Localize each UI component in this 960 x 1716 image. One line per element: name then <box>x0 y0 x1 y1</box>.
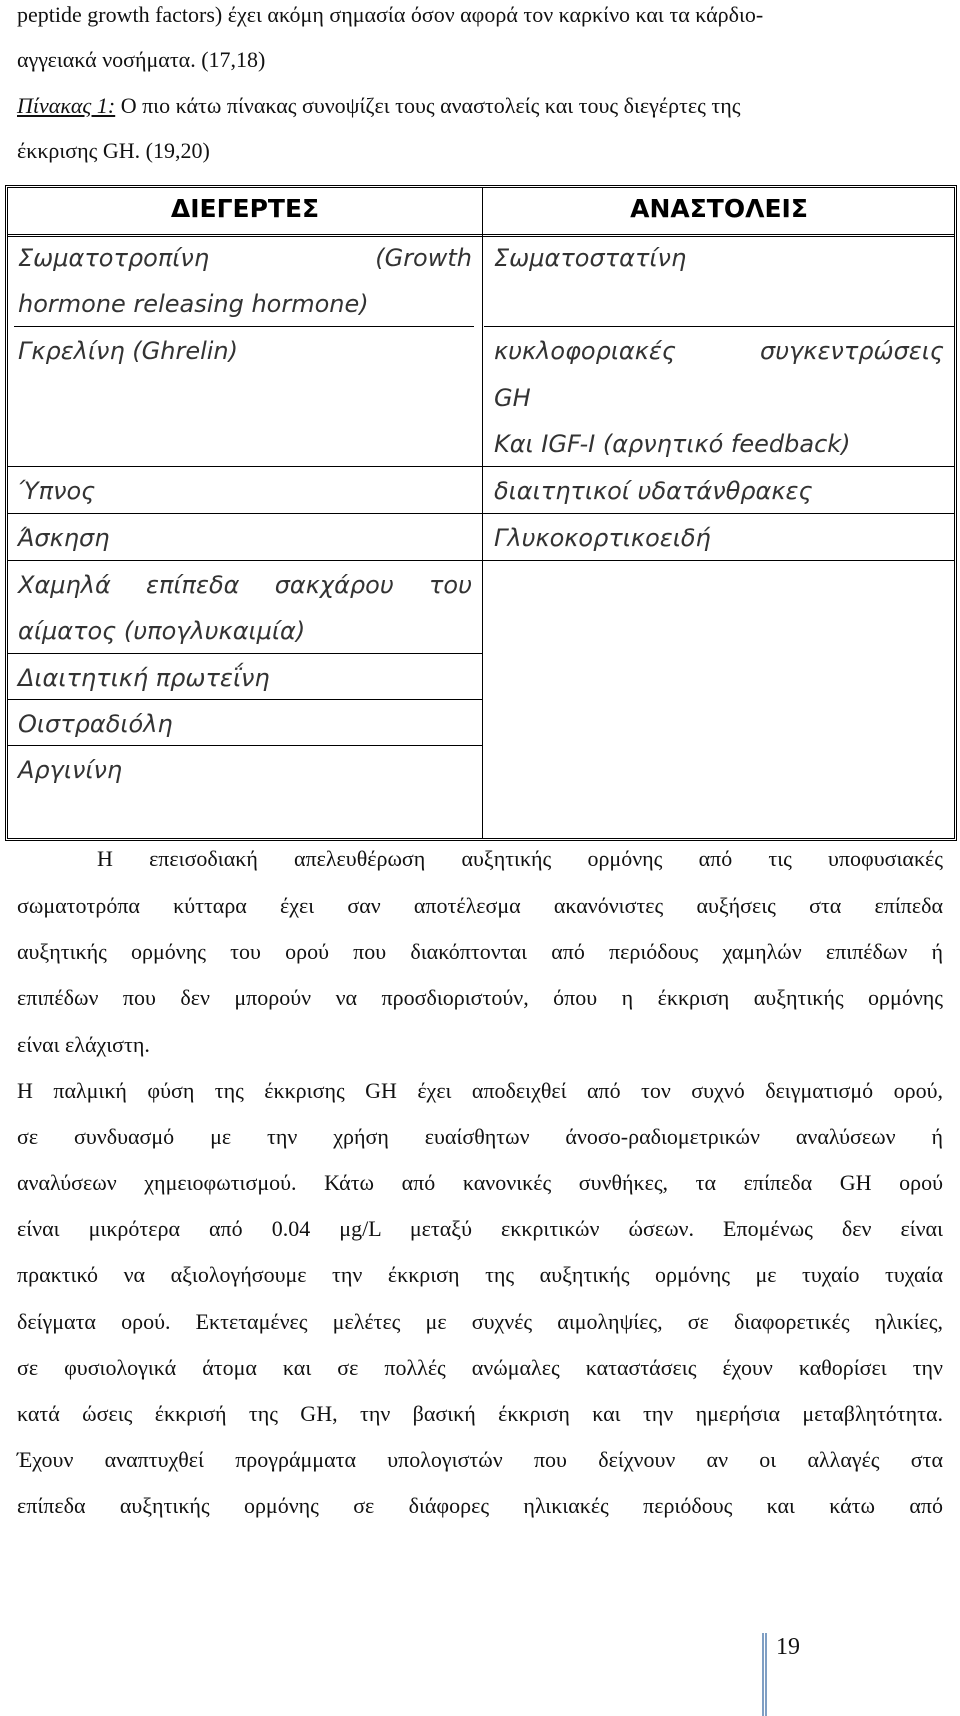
stimulators-inhibitors-table <box>5 185 957 841</box>
inhibitor-circulating-gh-line-2: GH <box>494 384 531 412</box>
paragraph-2-line-9: Έχουν αναπτυχθεί προγράμματα υπολογιστών που δείχνουν αν οι αλλαγές στα <box>17 1447 943 1472</box>
inhibitor-somatostatin: Σωματοστατίνη <box>494 244 687 272</box>
stimulator-arginine: Αργινίνη <box>18 756 123 784</box>
inhibitor-circulating-gh-line-3: Και IGF-I (αρνητικό feedback) <box>494 430 851 458</box>
stimulator-exercise: Άσκηση <box>18 524 110 552</box>
stimulator-hypoglycemia-line-1: Χαμηλά επίπεδα σακχάρου του <box>18 571 472 599</box>
paragraph-2-line-7: σε φυσιολογικά άτομα και σε πολλές ανώμαλες καταστάσεις έχουν καθορίσει την <box>17 1355 943 1380</box>
intro-line-1: peptide growth factors) έχει ακόμη σημασία όσον αφορά τον καρκίνο και τα κάρδιο- <box>17 2 764 27</box>
inhibitor-dietary-carbohydrates: διαιτητικοί υδατάνθρακες <box>494 477 813 505</box>
intro-line-4: έκκρισης GH. (19,20) <box>17 138 210 163</box>
stimulator-ghrelin: Γκρελίνη (Ghrelin) <box>18 337 239 365</box>
paragraph-1-line-4: επιπέδων που δεν μπορούν να προσδιοριστούν, όπου η έκκριση αυξητικής ορμόνης <box>17 985 943 1010</box>
page-number-bar <box>762 1633 767 1716</box>
paragraph-1-line-3: αυξητικής ορμόνης του ορού που διακόπτονται από περιόδους χαμηλών επιπέδων ή <box>17 939 943 964</box>
stimulator-dietary-protein: Διαιτητική πρωτεΐνη <box>18 664 270 692</box>
inhibitor-glucocorticoids: Γλυκοκορτικοειδή <box>494 524 711 552</box>
intro-line-2: αγγειακά νοσήματα. (17,18) <box>17 47 266 72</box>
stimulator-sleep: Ύπνος <box>18 477 96 505</box>
header-stimulators: ΔΙΕΓΕΡΤΕΣ <box>170 194 320 223</box>
stimulator-estradiol: Οιστραδιόλη <box>18 710 173 738</box>
stimulator-ghrh-line-2: hormone releasing hormone) <box>18 290 369 318</box>
paragraph-1-line-5: είναι ελάχιστη. <box>17 1032 150 1057</box>
paragraph-2-line-1: Η παλμική φύση της έκκρισης GH έχει αποδειχθεί από τον συχνό δειγματισμό ορού, <box>17 1078 943 1103</box>
paragraph-2-line-8: κατά ώσεις έκκρισή της GH, την βασική έκκριση και την ημερήσια μεταβλητότητα. <box>17 1401 943 1426</box>
table-caption-label: Πίνακας 1: <box>17 93 116 118</box>
table-caption <box>17 82 943 129</box>
paragraph-2-line-10: επίπεδα αυξητικής ορμόνης σε διάφορες ηλικιακές περιόδους και κάτω από <box>17 1493 943 1518</box>
paragraph-2-line-2: σε συνδυασμό με την χρήση ευαίσθητων άνοσο-ραδιομετρικών αναλύσεων ή <box>17 1124 943 1149</box>
table-caption-text: Ο πιο κάτω πίνακας συνοψίζει τους αναστολείς και τους διεγέρτες της <box>115 93 741 118</box>
stimulator-hypoglycemia-line-2: αίματος (υπογλυκαιμία) <box>18 617 306 645</box>
paragraph-2-line-5: πρακτικό να αξιολογήσουμε την έκκριση της αυξητικής ορμόνης με τυχαίο τυχαία <box>17 1262 943 1287</box>
header-inhibitors: ΑΝΑΣΤΟΛΕΙΣ <box>630 194 808 223</box>
stimulator-ghrh-line-1: Σωματοτροπίνη (Growth <box>18 244 472 272</box>
page-number: 19 <box>776 1634 800 1660</box>
paragraph-1-line-2: σωματοτρόπα κύτταρα έχει σαν αποτέλεσμα ακανόνιστες αυξήσεις στα επίπεδα <box>17 893 943 918</box>
paragraph-2-line-3: αναλύσεων χημειοφωτισμού. Κάτω από κανονικές συνθήκες, τα επίπεδα GH ορού <box>17 1170 943 1195</box>
paragraph-1-line-1: Η επεισοδιακή απελευθέρωση αυξητικής ορμόνης από τις υποφυσιακές <box>97 846 943 871</box>
inhibitor-circulating-gh-line-1: κυκλοφοριακές συγκεντρώσεις <box>494 337 944 365</box>
paragraph-2-line-6: δείγματα ορού. Εκτεταμένες μελέτες με συχνές αιμοληψίες, σε διαφορετικές ηλικίες, <box>17 1309 943 1334</box>
paragraph-2-line-4: είναι μικρότερα από 0.04 μg/L μεταξύ εκκριτικών ώσεων. Επομένως δεν είναι <box>17 1216 943 1241</box>
